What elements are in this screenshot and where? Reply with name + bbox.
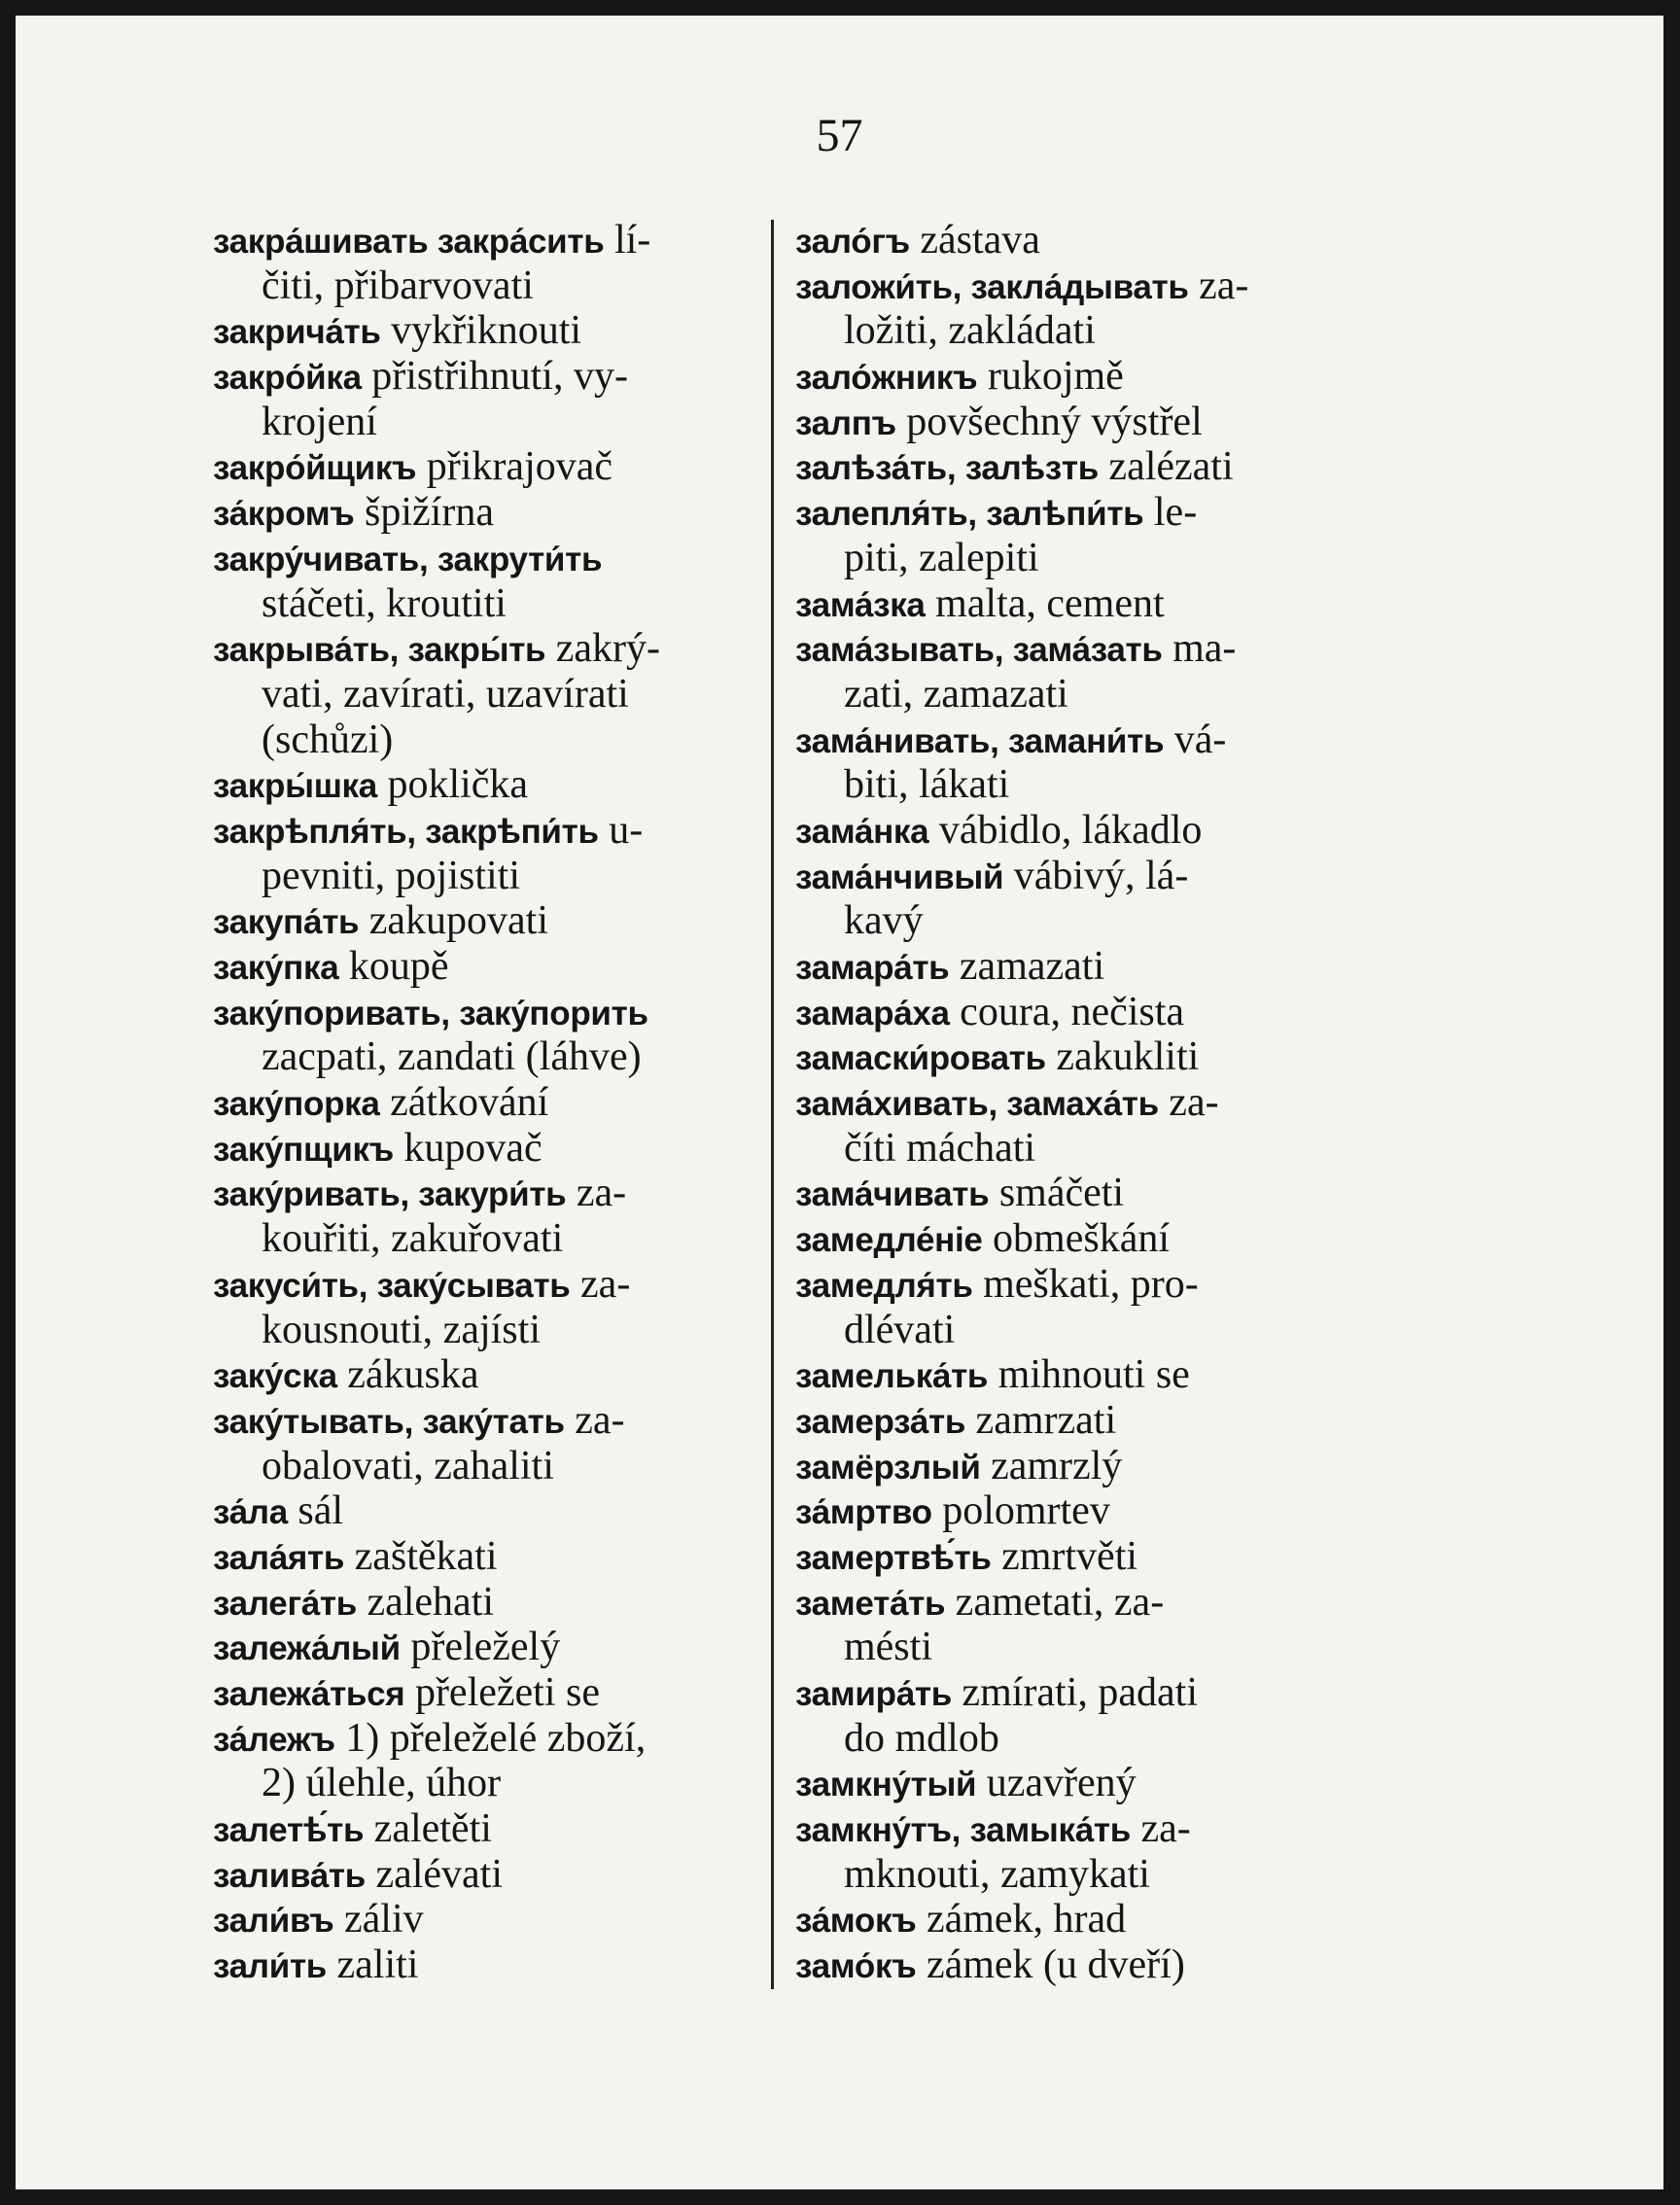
dictionary-entry bbox=[795, 1580, 1361, 1626]
translation: mésti bbox=[844, 1625, 932, 1670]
headword: закру́чивать, закрути́ть bbox=[213, 540, 603, 578]
translation: povšechný výstřel bbox=[895, 399, 1203, 444]
headword: за́кромъ bbox=[213, 495, 355, 534]
translation: lí- bbox=[604, 218, 651, 262]
dictionary-entry bbox=[795, 1262, 1361, 1308]
entry-continuation bbox=[795, 1625, 1361, 1670]
headword: залива́ть bbox=[213, 1856, 366, 1895]
entry-continuation bbox=[213, 1761, 777, 1806]
translation: zakrý- bbox=[545, 626, 661, 672]
translation: za- bbox=[1188, 262, 1249, 308]
headword: за́лежъ bbox=[213, 1720, 335, 1759]
headword: замаски́ровать bbox=[795, 1039, 1046, 1078]
dictionary-entry bbox=[795, 263, 1361, 309]
dictionary-entry bbox=[795, 1398, 1361, 1444]
dictionary-entry bbox=[795, 626, 1361, 672]
dictionary-entry bbox=[213, 444, 777, 490]
translation: kavý bbox=[844, 898, 924, 944]
translation: obalovati, zahaliti bbox=[262, 1443, 554, 1488]
translation: zati, zamazati bbox=[844, 671, 1068, 717]
headword: зама́хивать, замаха́ть bbox=[795, 1085, 1159, 1124]
headword: закрѣпля́ть, закрѣпи́ть bbox=[213, 812, 599, 851]
headword: зала́ять bbox=[213, 1538, 345, 1577]
translation: přeležeti se bbox=[404, 1670, 600, 1715]
dictionary-entry bbox=[213, 898, 777, 944]
translation: číti máchati bbox=[844, 1125, 1036, 1171]
translation: mihnouti se bbox=[988, 1352, 1190, 1398]
translation: zátkování bbox=[379, 1080, 549, 1126]
dictionary-entry bbox=[213, 1352, 777, 1398]
entry-continuation bbox=[213, 672, 777, 718]
entry-continuation bbox=[213, 400, 777, 445]
translation: zamrzlý bbox=[980, 1443, 1123, 1488]
dictionary-entry bbox=[213, 1080, 777, 1126]
translation: kouřiti, zakuřovati bbox=[262, 1216, 564, 1262]
dictionary-entry bbox=[213, 626, 777, 672]
headword: закро́йка bbox=[213, 359, 362, 398]
headword: залепля́ть, залѣпи́ть bbox=[795, 495, 1144, 534]
headword: за́ла bbox=[213, 1493, 288, 1532]
headword: залега́ть bbox=[213, 1584, 357, 1623]
translation: vati, zavírati, uzavírati bbox=[262, 671, 629, 717]
dictionary-entry bbox=[795, 1534, 1361, 1580]
translation: 2) úlehle, úhor bbox=[262, 1761, 502, 1806]
dictionary-entry bbox=[213, 1852, 777, 1898]
translation: zakupovati bbox=[359, 898, 549, 944]
translation: zástava bbox=[909, 218, 1040, 262]
dictionary-entry bbox=[795, 718, 1361, 763]
entry-continuation bbox=[213, 1308, 777, 1353]
translation: zaletěti bbox=[364, 1806, 492, 1852]
translation: zakukliti bbox=[1045, 1034, 1200, 1080]
headword: залѣза́ть, залѣзть bbox=[795, 449, 1099, 488]
dictionary-entry bbox=[213, 1398, 777, 1444]
entry-continuation bbox=[795, 1852, 1361, 1898]
headword: зама́нка bbox=[795, 812, 929, 851]
dictionary-entry bbox=[213, 1897, 777, 1942]
dictionary-entry bbox=[213, 808, 777, 854]
translation: malta, cement bbox=[925, 580, 1165, 626]
translation: přistřihnutí, vy- bbox=[361, 354, 628, 400]
headword: зама́зка bbox=[795, 585, 926, 624]
translation: zmrtvěti bbox=[991, 1533, 1138, 1579]
translation: špižírna bbox=[354, 490, 494, 536]
headword: замёрзлый bbox=[795, 1448, 981, 1487]
headword: зама́чивать bbox=[795, 1175, 990, 1214]
dictionary-entry bbox=[213, 490, 777, 536]
dictionary-entry bbox=[795, 1444, 1361, 1489]
translation: kupovač bbox=[393, 1125, 542, 1171]
headword: замкну́тъ, замыка́ть bbox=[795, 1811, 1131, 1850]
headword: замедля́ть bbox=[795, 1266, 973, 1305]
translation: obmeškání bbox=[982, 1216, 1171, 1262]
translation: zámek (u dveří) bbox=[916, 1942, 1185, 1988]
dictionary-entry bbox=[213, 1262, 777, 1308]
dictionary-page bbox=[16, 16, 1663, 2189]
dictionary-entry bbox=[795, 854, 1361, 899]
dictionary-entry bbox=[213, 1488, 777, 1534]
translation: rukojmě bbox=[977, 354, 1124, 400]
entry-continuation bbox=[795, 672, 1361, 718]
headword: замета́ть bbox=[795, 1584, 946, 1623]
headword: заку́ска bbox=[213, 1357, 337, 1396]
headword: закупа́ть bbox=[213, 903, 360, 942]
headword: замертвѣ́ть bbox=[795, 1538, 992, 1577]
entry-continuation bbox=[795, 1308, 1361, 1353]
translation: ma- bbox=[1162, 626, 1237, 672]
translation: zákuska bbox=[336, 1352, 479, 1398]
entry-continuation bbox=[795, 762, 1361, 808]
headword: зама́нчивый bbox=[795, 858, 1004, 896]
dictionary-entry bbox=[213, 1171, 777, 1216]
translation: u- bbox=[598, 807, 644, 853]
translation: vá- bbox=[1164, 717, 1227, 762]
headword: замира́ть bbox=[795, 1675, 952, 1713]
page-number: 57 bbox=[816, 110, 863, 161]
headword: за́мокъ bbox=[795, 1902, 917, 1941]
dictionary-entry bbox=[795, 490, 1361, 536]
headword: зама́нивать, замани́ть bbox=[795, 721, 1165, 760]
translation: za- bbox=[1158, 1080, 1219, 1126]
entry-continuation bbox=[795, 536, 1361, 581]
dictionary-entry bbox=[795, 218, 1361, 263]
headword: закры́шка bbox=[213, 767, 377, 806]
headword: замерза́ть bbox=[795, 1402, 966, 1441]
dictionary-entry bbox=[213, 990, 777, 1035]
translation: kousnouti, zajísti bbox=[262, 1307, 541, 1352]
dictionary-entry bbox=[795, 400, 1361, 445]
dictionary-entry bbox=[795, 1488, 1361, 1534]
entry-continuation bbox=[795, 1716, 1361, 1762]
translation: biti, lákati bbox=[844, 762, 1010, 808]
headword: закрыва́ть, закры́ть bbox=[213, 631, 546, 670]
entry-continuation bbox=[213, 1034, 777, 1080]
translation: smáčeti bbox=[989, 1171, 1125, 1216]
dictionary-entry bbox=[213, 1806, 777, 1852]
right-column bbox=[795, 218, 1361, 1988]
dictionary-entry bbox=[213, 218, 777, 263]
translation: záliv bbox=[333, 1897, 424, 1942]
translation: čiti, přibarvovati bbox=[262, 262, 534, 308]
dictionary-entry bbox=[795, 1670, 1361, 1716]
headword: заку́поривать, заку́порить bbox=[213, 994, 648, 1032]
headword: закуси́ть, заку́сывать bbox=[213, 1266, 571, 1305]
translation: polomrtev bbox=[931, 1488, 1110, 1534]
translation: dlévati bbox=[844, 1307, 956, 1352]
dictionary-entry bbox=[213, 944, 777, 990]
headword: зали́въ bbox=[213, 1902, 334, 1941]
headword: закрича́ть bbox=[213, 313, 381, 352]
headword: залежа́лый bbox=[213, 1629, 401, 1668]
headword: закро́йщикъ bbox=[213, 449, 417, 488]
dictionary-entry bbox=[213, 1670, 777, 1716]
translation: za- bbox=[564, 1397, 625, 1443]
translation: piti, zalepiti bbox=[844, 535, 1039, 580]
headword: замара́ть bbox=[795, 949, 950, 987]
headword: закра́шивать закра́сить bbox=[213, 223, 605, 261]
dictionary-entry bbox=[213, 1534, 777, 1580]
translation: vábidlo, lákadlo bbox=[928, 807, 1203, 853]
headword: заку́пка bbox=[213, 949, 339, 987]
translation: za- bbox=[566, 1171, 627, 1216]
dictionary-entry bbox=[213, 1716, 777, 1762]
dictionary-entry bbox=[795, 1171, 1361, 1216]
dictionary-entry bbox=[795, 990, 1361, 1035]
translation: do mdlob bbox=[844, 1715, 999, 1761]
headword: замкну́тый bbox=[795, 1766, 977, 1804]
translation: poklička bbox=[376, 762, 529, 808]
translation: zametati, za- bbox=[945, 1579, 1165, 1625]
translation: uzavřený bbox=[976, 1761, 1137, 1806]
entry-continuation bbox=[795, 898, 1361, 944]
dictionary-entry bbox=[213, 536, 777, 581]
translation: vábivý, lá- bbox=[1003, 853, 1189, 898]
headword: зало́жникъ bbox=[795, 359, 978, 398]
headword: заку́пщикъ bbox=[213, 1130, 394, 1169]
translation: krojení bbox=[262, 399, 377, 444]
dictionary-entry bbox=[795, 1034, 1361, 1080]
entry-continuation bbox=[795, 308, 1361, 354]
dictionary-entry bbox=[795, 1352, 1361, 1398]
headword: залетѣ́ть bbox=[213, 1811, 365, 1850]
translation: za- bbox=[1130, 1806, 1191, 1852]
entry-continuation bbox=[213, 854, 777, 899]
translation: mknouti, zamykati bbox=[844, 1851, 1150, 1897]
dictionary-entry bbox=[795, 1761, 1361, 1806]
entry-continuation bbox=[213, 263, 777, 309]
left-column bbox=[213, 218, 777, 1988]
headword: заку́порка bbox=[213, 1085, 380, 1124]
entry-continuation bbox=[213, 718, 777, 763]
headword: зама́зывать, зама́зать bbox=[795, 631, 1163, 670]
translation: zamazati bbox=[949, 944, 1105, 989]
dictionary-entry bbox=[795, 1942, 1361, 1988]
dictionary-entry bbox=[795, 1897, 1361, 1942]
translation: zmírati, padati bbox=[951, 1670, 1198, 1715]
headword: замо́къ bbox=[795, 1947, 917, 1986]
dictionary-entry bbox=[213, 354, 777, 400]
translation: zalévati bbox=[365, 1851, 504, 1897]
dictionary-entry bbox=[795, 808, 1361, 854]
headword: замара́ха bbox=[795, 994, 950, 1032]
dictionary-entry bbox=[795, 444, 1361, 490]
dictionary-entry bbox=[795, 581, 1361, 627]
dictionary-entry bbox=[213, 1625, 777, 1670]
translation: koupě bbox=[338, 944, 449, 989]
headword: заку́ривать, закури́ть bbox=[213, 1175, 567, 1214]
column-divider bbox=[771, 220, 774, 1989]
headword: замедле́ніе bbox=[795, 1221, 983, 1260]
translation: zaliti bbox=[327, 1942, 419, 1988]
translation: zacpati, zandati (láhve) bbox=[262, 1034, 642, 1080]
translation: ložiti, zakládati bbox=[844, 308, 1096, 354]
headword: заку́тывать, заку́тать bbox=[213, 1402, 565, 1441]
headword: заложи́ть, закла́дывать bbox=[795, 267, 1189, 306]
dictionary-entry bbox=[795, 1216, 1361, 1262]
translation: přeleželý bbox=[400, 1625, 561, 1670]
entry-continuation bbox=[213, 581, 777, 627]
translation: přikrajovač bbox=[416, 444, 613, 490]
translation: (schůzi) bbox=[262, 717, 394, 762]
dictionary-entry bbox=[213, 308, 777, 354]
dictionary-entry bbox=[795, 944, 1361, 990]
dictionary-entry bbox=[213, 762, 777, 808]
dictionary-entry bbox=[795, 354, 1361, 400]
translation: zámek, hrad bbox=[916, 1897, 1127, 1942]
translation: 1) přeleželé zboží, bbox=[334, 1715, 647, 1761]
dictionary-entry bbox=[795, 1080, 1361, 1126]
dictionary-entry bbox=[213, 1126, 777, 1172]
headword: залежа́ться bbox=[213, 1675, 405, 1713]
translation: stáčeti, kroutiti bbox=[262, 580, 507, 626]
entry-continuation bbox=[213, 1216, 777, 1262]
translation: pevniti, pojistiti bbox=[262, 853, 521, 898]
translation: zalézati bbox=[1098, 444, 1234, 490]
headword: зали́ть bbox=[213, 1947, 328, 1986]
entry-continuation bbox=[795, 1126, 1361, 1172]
headword: за́мртво bbox=[795, 1493, 932, 1532]
dictionary-entry bbox=[795, 1806, 1361, 1852]
translation: coura, nečista bbox=[949, 989, 1185, 1034]
translation: zalehati bbox=[356, 1579, 495, 1625]
entry-continuation bbox=[213, 1444, 777, 1489]
translation: le- bbox=[1143, 490, 1198, 536]
headword: зало́гъ bbox=[795, 223, 910, 261]
headword: залпъ bbox=[795, 403, 896, 442]
dictionary-entry bbox=[213, 1580, 777, 1626]
dictionary-entry bbox=[213, 1942, 777, 1988]
translation: meškati, pro- bbox=[972, 1261, 1199, 1307]
translation: sál bbox=[287, 1488, 344, 1534]
translation: za- bbox=[570, 1261, 631, 1307]
headword: замелька́ть bbox=[795, 1357, 989, 1396]
translation: zaštěkati bbox=[344, 1533, 498, 1579]
translation: zamrzati bbox=[965, 1397, 1117, 1443]
translation: vykřiknouti bbox=[380, 308, 582, 354]
